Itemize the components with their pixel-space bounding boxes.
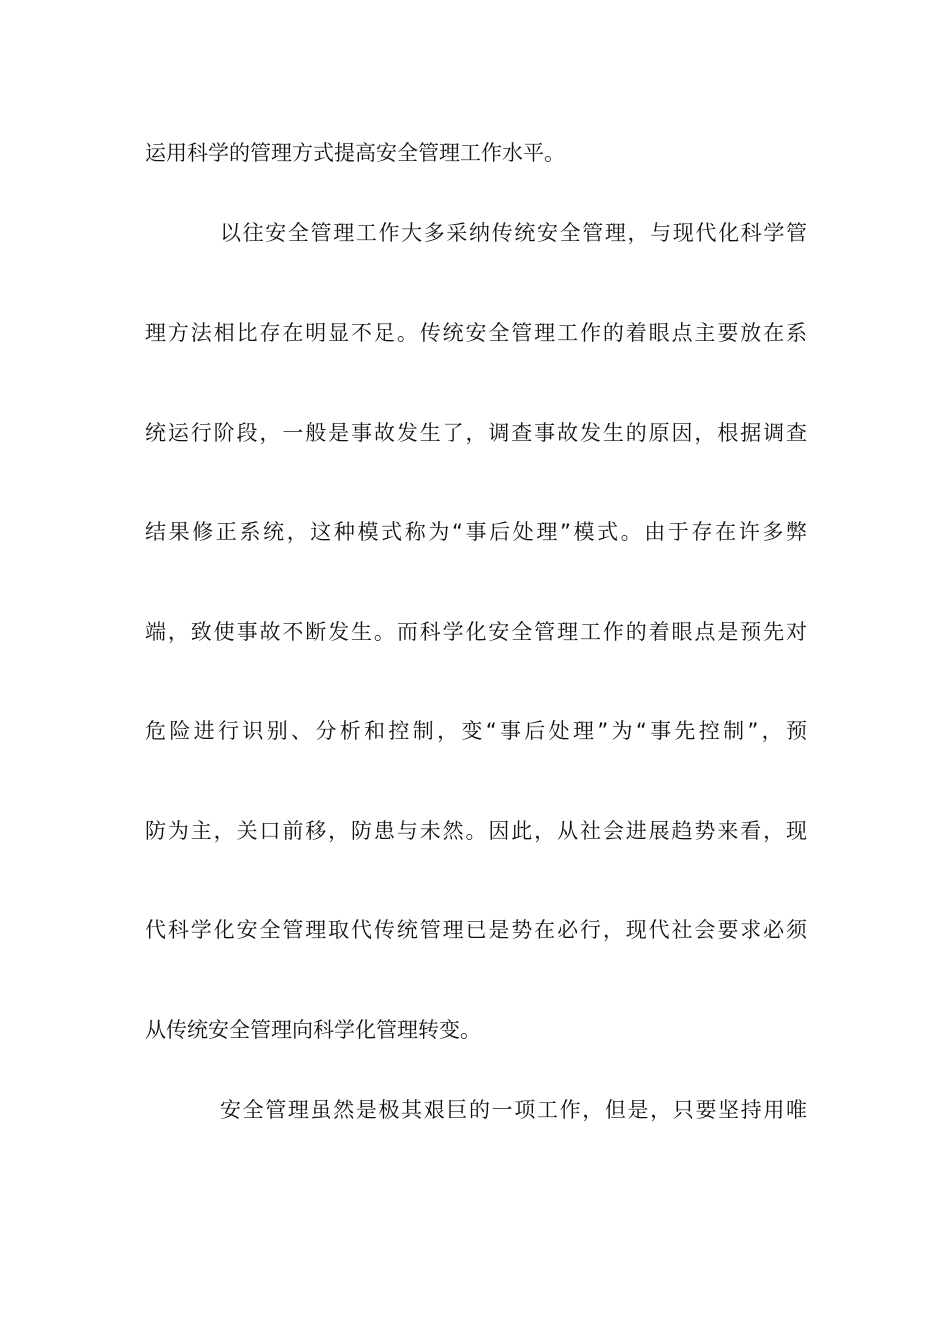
paragraph-2-line-7: 防为主，关口前移，防患与未然。因此，从社会进展趋势来看，现: [145, 819, 807, 843]
paragraph-3-line-1: 安全管理虽然是极其艰巨的一项工作，但是，只要坚持用唯: [220, 1098, 807, 1122]
paragraph-2-line-8: 代科学化安全管理取代传统管理已是势在必行，现代社会要求必须: [145, 918, 807, 942]
paragraph-2-line-4: 结果修正系统，这种模式称为“事后处理”模式。由于存在许多弊: [145, 520, 807, 544]
paragraph-2-line-3: 统运行阶段，一般是事故发生了，调查事故发生的原因，根据调查: [145, 421, 807, 445]
paragraph-2-line-9: 从传统安全管理向科学化管理转变。: [145, 1018, 481, 1042]
paragraph-2-line-5: 端，致使事故不断发生。而科学化安全管理工作的着眼点是预先对: [145, 620, 807, 644]
text-line-1: 运用科学的管理方式提高安全管理工作水平。: [145, 141, 565, 165]
paragraph-2-line-2: 理方法相比存在明显不足。传统安全管理工作的着眼点主要放在系: [145, 321, 807, 345]
paragraph-2-line-1: 以往安全管理工作大多采纳传统安全管理，与现代化科学管: [220, 221, 807, 245]
paragraph-2-line-6: 危险进行识别、分析和控制，变“事后处理”为“事先控制”，预: [145, 719, 807, 743]
